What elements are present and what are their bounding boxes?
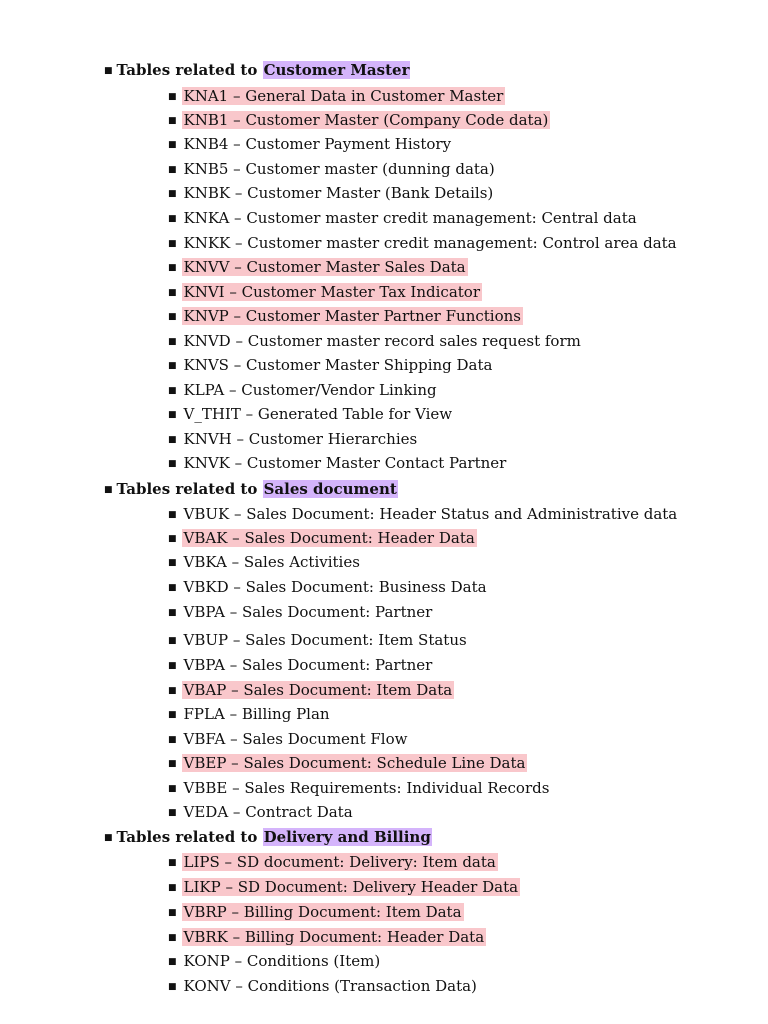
list-item: ■ KONP – Conditions (Item) xyxy=(168,952,381,970)
list-item: ■ KNB5 – Customer master (dunning data) xyxy=(168,160,495,178)
heading-topic: Sales document xyxy=(263,480,397,498)
bullet-icon: ■ xyxy=(168,337,177,347)
heading-prefix: Tables related to xyxy=(116,480,263,498)
heading-prefix: Tables related to xyxy=(116,61,263,79)
list-item-highlighted: ■ KNB1 – Customer Master (Company Code data) xyxy=(168,111,549,129)
list-item: ■ KNVD – Customer master record sales request form xyxy=(168,332,581,350)
list-item: ■ KNVH – Customer Hierarchies xyxy=(168,430,418,448)
bullet-icon: ■ xyxy=(168,661,177,671)
bullet-icon: ■ xyxy=(168,686,177,696)
bullet-icon: ■ xyxy=(168,288,177,298)
list-item: ■ KLPA – Customer/Vendor Linking xyxy=(168,381,437,399)
list-item: ■ VBPA – Sales Document: Partner xyxy=(168,603,433,621)
list-item: ■ KONV – Conditions (Transaction Data) xyxy=(168,977,477,995)
list-item-highlighted: ■ LIPS – SD document: Delivery: Item data xyxy=(168,853,496,871)
bullet-icon: ■ xyxy=(168,239,177,249)
bullet-icon: ■ xyxy=(168,92,177,102)
bullet-icon: ■ xyxy=(104,66,113,76)
list-item: ■ VBKA – Sales Activities xyxy=(168,553,360,571)
list-item-highlighted: ■ KNVP – Customer Master Partner Functions xyxy=(168,307,521,325)
list-item-highlighted: ■ VBEP – Sales Document: Schedule Line Data xyxy=(168,754,526,772)
bullet-icon: ■ xyxy=(168,410,177,420)
list-item: ■ VBPA – Sales Document: Partner xyxy=(168,656,433,674)
bullet-icon: ■ xyxy=(168,933,177,943)
bullet-icon: ■ xyxy=(168,608,177,618)
bullet-icon: ■ xyxy=(168,214,177,224)
bullet-icon: ■ xyxy=(168,263,177,273)
bullet-icon: ■ xyxy=(168,784,177,794)
bullet-icon: ■ xyxy=(168,165,177,175)
list-item: ■ V_THIT – Generated Table for View xyxy=(168,405,453,423)
bullet-icon: ■ xyxy=(168,858,177,868)
list-item: ■ KNVS – Customer Master Shipping Data xyxy=(168,356,493,374)
bullet-icon: ■ xyxy=(168,386,177,396)
list-item: ■ KNKK – Customer master credit management: Control area data xyxy=(168,234,677,252)
bullet-icon: ■ xyxy=(168,534,177,544)
bullet-icon: ■ xyxy=(168,116,177,126)
bullet-icon: ■ xyxy=(168,710,177,720)
list-item: ■ KNB4 – Customer Payment History xyxy=(168,135,452,153)
heading-topic: Delivery and Billing xyxy=(263,828,431,846)
list-item: ■ FPLA – Billing Plan xyxy=(168,705,330,723)
bullet-icon: ■ xyxy=(168,636,177,646)
heading-prefix: Tables related to xyxy=(116,828,263,846)
list-item-highlighted: ■ KNVV – Customer Master Sales Data xyxy=(168,258,466,276)
list-item: ■ VBUP – Sales Document: Item Status xyxy=(168,631,467,649)
bullet-icon: ■ xyxy=(168,312,177,322)
list-item: ■ VBFA – Sales Document Flow xyxy=(168,730,408,748)
list-item-highlighted: ■ VBAP – Sales Document: Item Data xyxy=(168,681,453,699)
bullet-icon: ■ xyxy=(168,957,177,967)
bullet-icon: ■ xyxy=(168,759,177,769)
bullet-icon: ■ xyxy=(168,558,177,568)
bullet-icon: ■ xyxy=(168,459,177,469)
list-item-highlighted: ■ VBAK – Sales Document: Header Data xyxy=(168,529,475,547)
list-item-highlighted: ■ VBRK – Billing Document: Header Data xyxy=(168,928,485,946)
bullet-icon: ■ xyxy=(168,883,177,893)
list-item: ■ VBKD – Sales Document: Business Data xyxy=(168,578,487,596)
bullet-icon: ■ xyxy=(168,808,177,818)
list-item: ■ VBUK – Sales Document: Header Status and Administrative data xyxy=(168,505,678,523)
bullet-icon: ■ xyxy=(168,583,177,593)
list-item: ■ VBBE – Sales Requirements: Individual Records xyxy=(168,779,550,797)
bullet-icon: ■ xyxy=(168,908,177,918)
bullet-icon: ■ xyxy=(104,833,113,843)
bullet-icon: ■ xyxy=(104,485,113,495)
section-heading-delivery-billing xyxy=(104,828,432,847)
list-item-highlighted: ■ VBRP – Billing Document: Item Data xyxy=(168,903,462,921)
list-item-highlighted: ■ KNA1 – General Data in Customer Master xyxy=(168,87,504,105)
bullet-icon: ■ xyxy=(168,361,177,371)
list-item: ■ KNBK – Customer Master (Bank Details) xyxy=(168,184,494,202)
bullet-icon: ■ xyxy=(168,189,177,199)
bullet-icon: ■ xyxy=(168,140,177,150)
bullet-icon: ■ xyxy=(168,510,177,520)
list-item: ■ KNVK – Customer Master Contact Partner xyxy=(168,454,507,472)
list-item-highlighted: ■ KNVI – Customer Master Tax Indicator xyxy=(168,283,480,301)
bullet-icon: ■ xyxy=(168,435,177,445)
heading-topic: Customer Master xyxy=(263,61,410,79)
list-item: ■ VEDA – Contract Data xyxy=(168,803,353,821)
bullet-icon: ■ xyxy=(168,735,177,745)
list-item-highlighted: ■ LIKP – SD Document: Delivery Header Data xyxy=(168,878,519,896)
list-item: ■ KNKA – Customer master credit management: Central data xyxy=(168,209,637,227)
bullet-icon: ■ xyxy=(168,982,177,992)
section-heading-customer-master xyxy=(104,61,410,80)
section-heading-sales-document xyxy=(104,480,398,499)
